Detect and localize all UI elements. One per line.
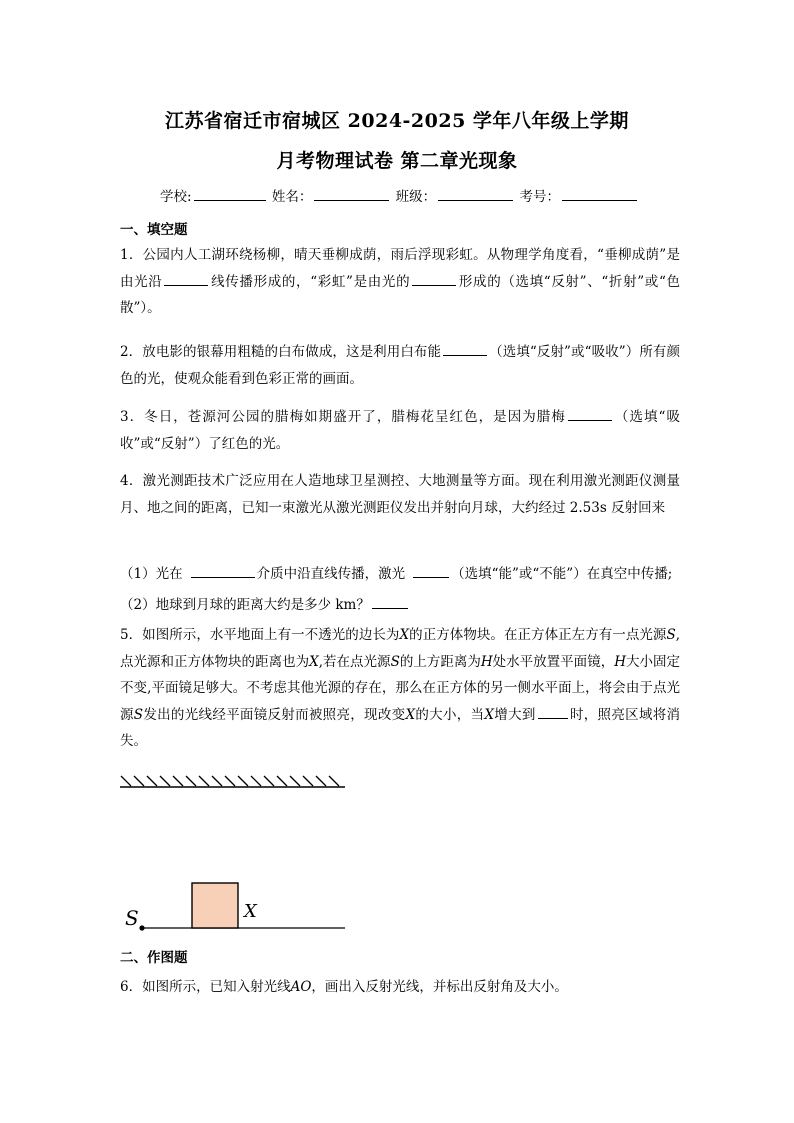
label-x: X [244,901,257,922]
exam-title-line1: 江苏省宿迁市宿城区 2024-2025 学年八年级上学期 [165,110,629,132]
label-s: S [125,906,139,930]
exam-title-line2: 月考物理试卷 第二章光现象 [276,150,518,172]
section2-title: 二、作图题 [120,950,188,966]
q4-1-blank-2[interactable] [413,565,449,578]
q3-text-a: 3．冬日，苍源河公园的腊梅如期盛开了，腊梅花呈红色，是因为腊梅 [120,409,566,425]
q5-text: ,若在点光源 [318,653,391,670]
q2-text-a: 2．放电影的银幕用粗糙的白布做成，这是利用白布能 [120,344,442,360]
mirror-hatching [121,776,339,786]
q1-blank-1[interactable] [164,273,208,286]
q3-text-b: （选填“吸收”或“反射”）了红色的光。 [120,409,681,452]
question-4-part-2 [120,593,410,613]
q5-var: X [399,627,410,643]
q5-text: 增大到 [493,706,536,723]
q5-figure [115,775,355,935]
q5-var: X [405,706,416,723]
class-blank[interactable] [438,188,513,201]
q4-1-blank-1[interactable] [191,565,255,578]
question-5 [120,622,680,755]
question-4: 4．激光测距技术广泛应用在人造地球卫星测控、大地测量等方面。现在利用激光测距仪测量月、地之间的距离，已知一束激光从激光测距仪发出并射向月球，大约经过 2.53s 反射回来 [120,473,680,516]
q5-text: 的正方体物块。在正方体正左方有一点光源 [409,627,667,643]
q5-text: 处水平放置平面镜， [492,653,615,670]
q5-text: 的上方距离为 [399,653,481,670]
q5-text: ,点光源和正方体物块的距离也为 [120,627,681,670]
q5-text: 5．如图所示，水平地面上有一不透光的边长为 [120,627,400,643]
q5-var: S [133,706,144,723]
q1-text-a: 1．公园内人工湖环绕杨柳，晴天垂柳成荫，雨后浮现彩虹。从物理学角度看，“垂柳成荫”是由光沿 [120,247,680,290]
q5-text: 大小固定不变,平面镜足够大。不考虑其他光源的存在，那么在正方体的另一侧水平面上，将会由于点光源 [120,653,681,723]
q5-text: 时，照亮区域将消失。 [120,706,681,749]
class-label: 班级： [395,189,437,205]
q4-1-text-c: （选填“能”或“不能”）在真空中传播; [451,566,673,582]
q4-2-blank[interactable] [372,596,408,609]
question-3 [120,404,680,457]
q5-text: 的大小，当 [415,706,485,723]
q6-text-a: 6．如图所示，已知入射光线 [120,979,291,995]
q5-var: H [480,653,493,670]
q5-blank[interactable] [538,706,568,719]
question-4-part-1 [120,562,672,582]
student-info-line [160,185,639,205]
q2-blank[interactable] [443,343,487,356]
question-1 [120,242,680,322]
q5-var: X [309,653,319,670]
section1-title: 一、填空题 [120,222,188,238]
q5-var: H [614,653,626,670]
q4-1-text-b: 介质中沿直线传播，激光 [256,566,406,582]
opaque-cube [192,883,238,928]
q2-text-b: （选填“反射”或“吸收”）所有颜色的光，使观众能看到色彩正常的画面。 [120,344,681,387]
name-blank[interactable] [314,188,389,201]
q4-1-text-a: （1）光在 [120,566,183,582]
question-6 [120,975,568,995]
q1-blank-2[interactable] [412,273,456,286]
question-2 [120,339,680,392]
q5-var: S [666,627,676,643]
point-light-source [139,925,144,930]
q3-blank[interactable] [568,408,612,421]
q6-var: AO [290,979,312,995]
q5-text: 发出的光线经平面镜反射而被照亮，现改变 [143,706,406,723]
school-label: 学校: [160,189,192,205]
q5-var: X [484,706,494,723]
q5-var: S [390,653,400,670]
exam-number-label: 考号： [519,189,560,205]
exam-number-blank[interactable] [562,188,637,201]
q6-text-b: ，画出入反射光线，并标出反射角及大小。 [311,979,568,995]
q1-text-b: 线传播形成的，“彩虹”是由光的 [210,273,411,290]
school-blank[interactable] [194,188,266,201]
q1-text-c: 形成的（选填“反射”、“折射”或“色散”）。 [120,273,681,316]
q4-2-text: （2）地球到月球的距离大约是多少 km？ [120,597,370,613]
name-label: 姓名： [271,189,313,205]
